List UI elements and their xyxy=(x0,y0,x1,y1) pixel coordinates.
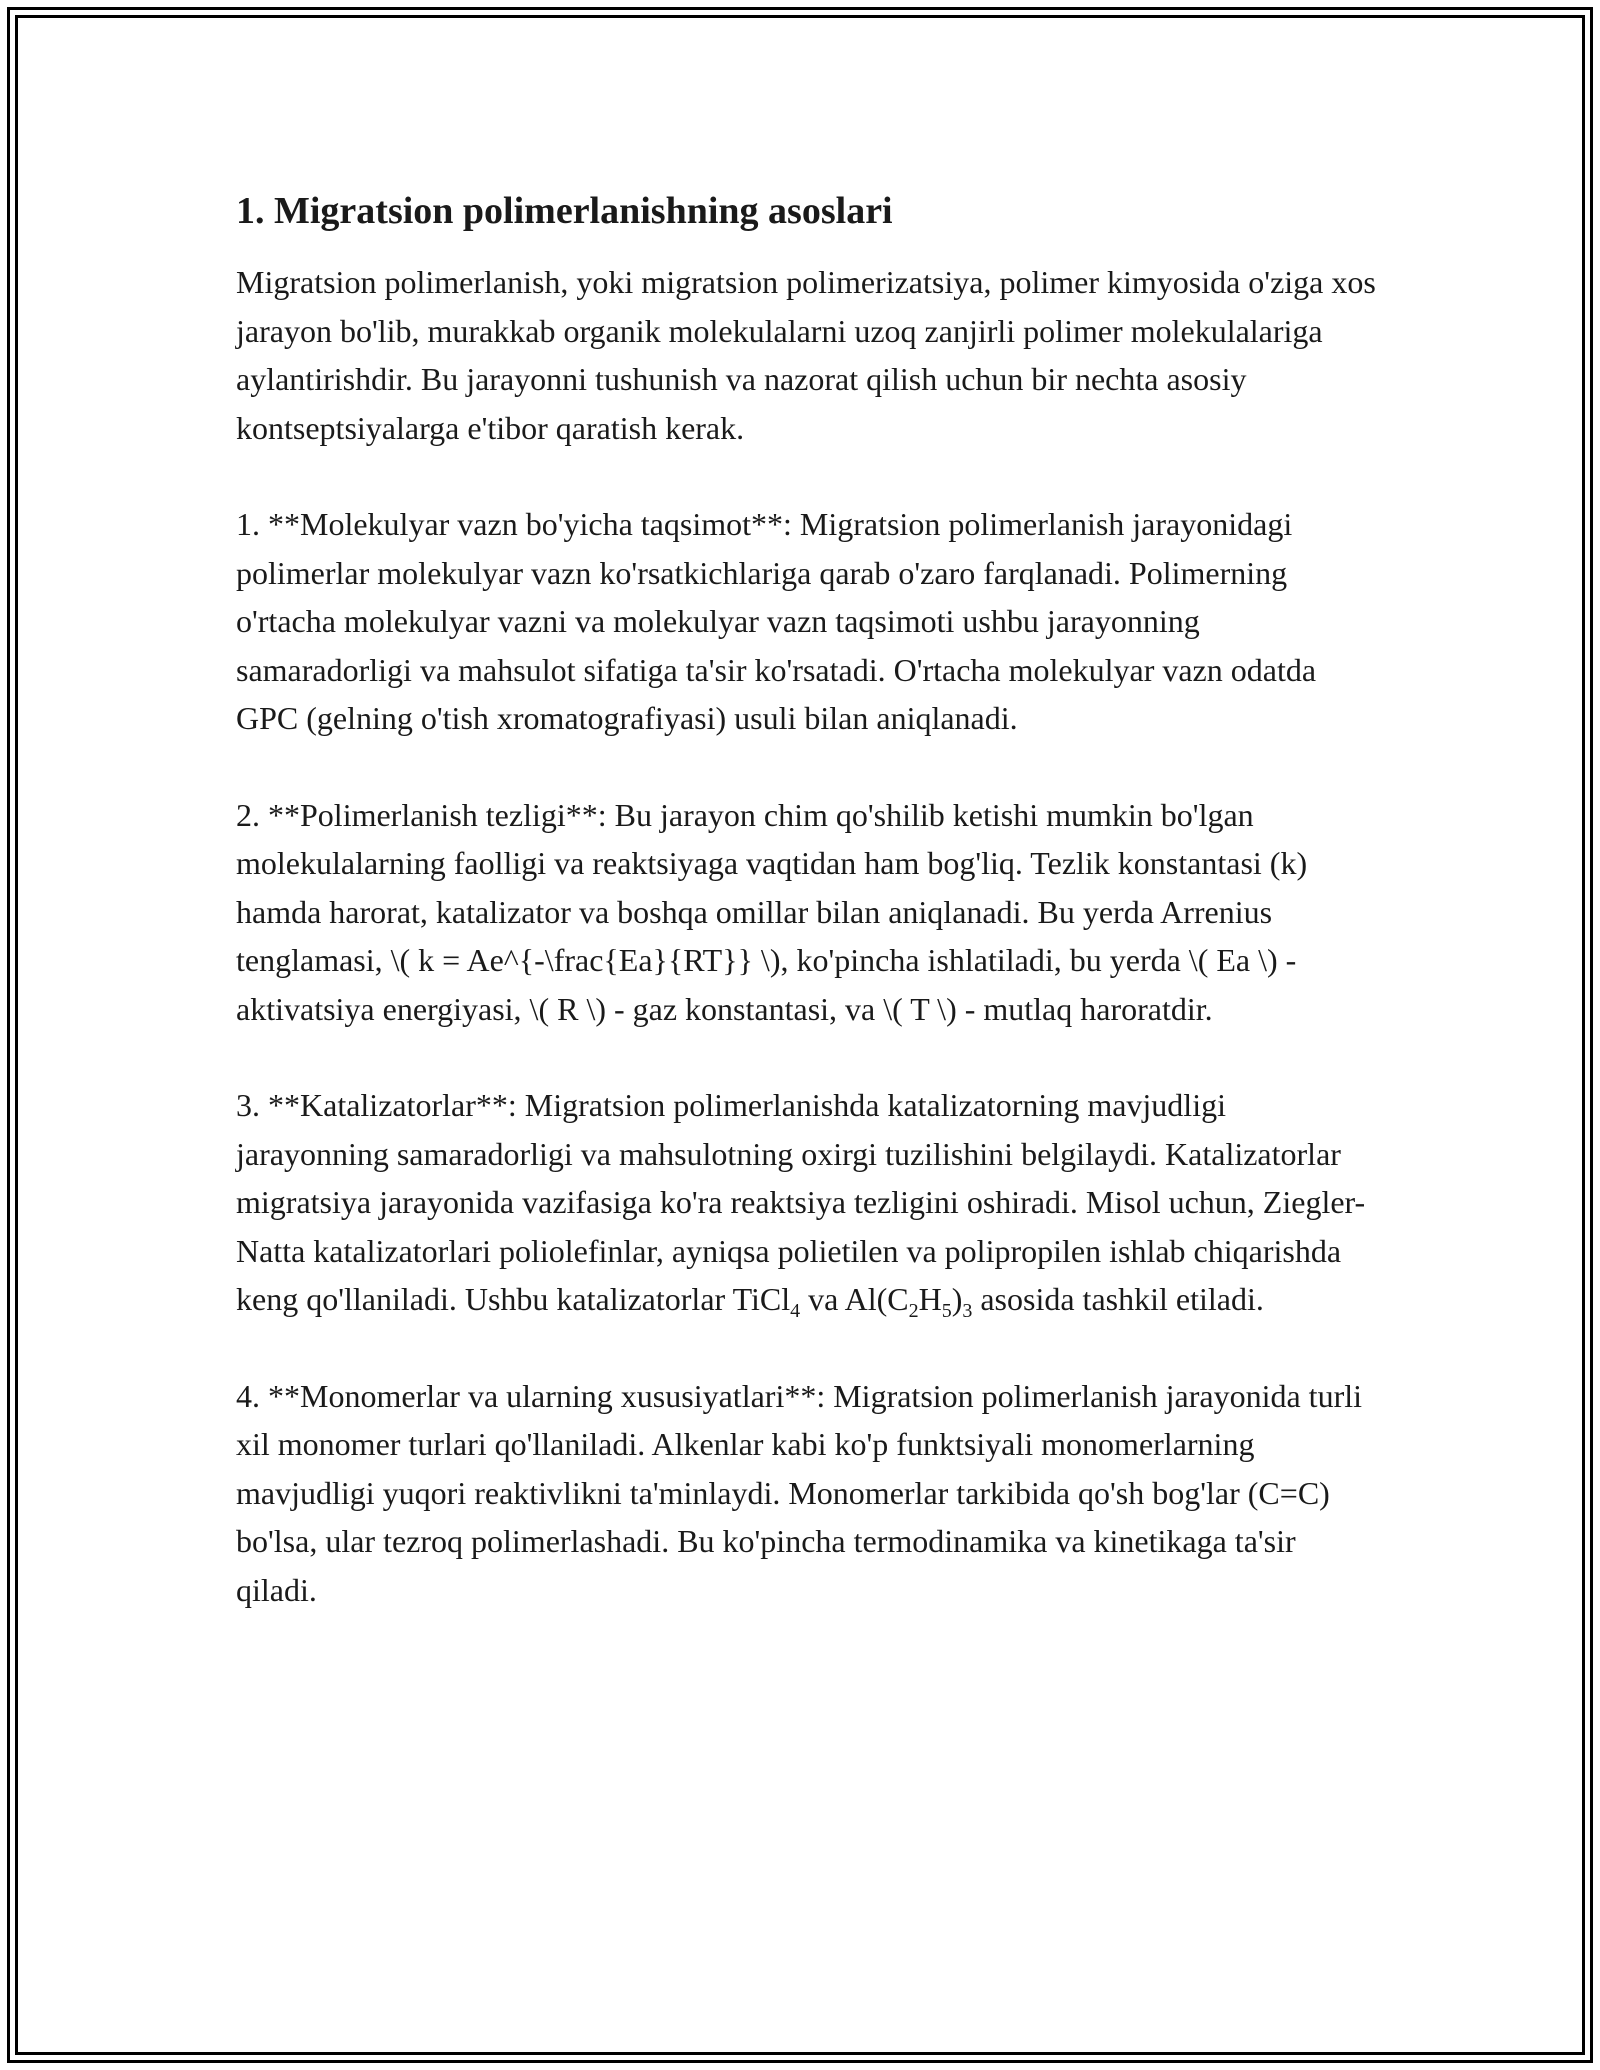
section-heading: 1. Migratsion polimerlanishning asoslari xyxy=(236,190,893,232)
item-catalysts: 3. **Katalizatorlar**: Migratsion polimerlanishda katalizatorning mavjudligi jarayonning samaradorligi va mahsulotning oxirgi tuzilishini belgilaydi. Katalizatorlar migratsiya jarayonida vazifasiga ko'ra reaktsiya tezligini oshiradi. Misol uchun, Ziegler-Natta katalizatorlari poliolefinlar, ayniqsa polietilen va polipropilen ishlab chiqarishda keng qo'llaniladi. Ushbu katalizatorlar TiCl$_4$ va $Al(C_2H_5)_3$ asosida tashkil etiladi. xyxy=(236,1087,1366,1322)
intro-paragraph: Migratsion polimerlanish, yoki migratsion polimerizatsiya, polimer kimyosida o'ziga xos jarayon bo'lib, murakkab organik molekulalarni uzoq zanjirli polimer molekulalariga aylantirishdir. Bu jarayonni tushunish va nazorat qilish uchun bir nechta asosiy kontseptsiyalarga e'tibor qaratish kerak. xyxy=(236,264,1376,446)
item-molecular-weight: 1. **Molekulyar vazn bo'yicha taqsimot**: Migratsion polimerlanish jarayonidagi polimerlar molekulyar vazn ko'rsatkichlariga qarab o'zaro farqlanadi. Polimerning o'rtacha molekulyar vazni va molekulyar vazn taqsimoti ushbu jarayonning samaradorligi va mahsulot sifatiga ta'sir ko'rsatadi. O'rtacha molekulyar vazn odatda GPC (gelning o'tish xromatografiyasi) usuli bilan aniqlanadi. xyxy=(236,506,1317,736)
formula-ticl4: TiCl$_4$ xyxy=(732,1281,801,1322)
formula-triethylaluminium: $Al(C_2H_5)_3$ xyxy=(844,1281,973,1322)
item-monomers: 4. **Monomerlar va ularning xususiyatlari**: Migratsion polimerlanish jarayonida turli xil monomer turlari qo'llaniladi. Alkenlar kabi ko'p funktsiyali monomerlarning mavjudligi yuqori reaktivlikni ta'minlaydi. Monomerlar tarkibida qo'sh bog'lar (C=C) bo'lsa, ular tezroq polimerlashadi. Bu ko'pincha termodinamika va kinetikaga ta'sir qiladi. xyxy=(236,1377,1362,1608)
document-body xyxy=(236,186,1376,1662)
item-catalysts-text: 3. **Katalizatorlar**: Migratsion polimerlanishda katalizatorning mavjudligi jarayonning samaradorligi va mahsulotning oxirgi tuzilishini belgilaydi. Katalizatorlar migratsiya jarayonida vazifasiga ko'ra reaktsiya tezligini oshiradi. Misol uchun, Ziegler-Natta katalizatorlari poliolefinlar, ayniqsa polietilen va polipropilen ishlab chiqarishda keng qo'llaniladi. Ushbu katalizatorlar xyxy=(236,1087,1366,1317)
item-polymerization-rate: 2. **Polimerlanish tezligi**: Bu jarayon chim qo'shilib ketishi mumkin bo'lgan molekulalarning faolligi va reaktsiyaga vaqtidan ham bog'liq. Tezlik konstantasi (k) hamda harorat, katalizator va boshqa omillar bilan aniqlanadi. Bu yerda Arrenius tenglamasi, \( k = Ae^{-\frac{Ea}{RT}} \), ko'pincha ishlatiladi, bu yerda \( Ea \) - aktivatsiya energiyasi, \( R \) - gaz konstantasi, va \( T \) - mutlaq haroratdir. xyxy=(236,796,1308,1027)
